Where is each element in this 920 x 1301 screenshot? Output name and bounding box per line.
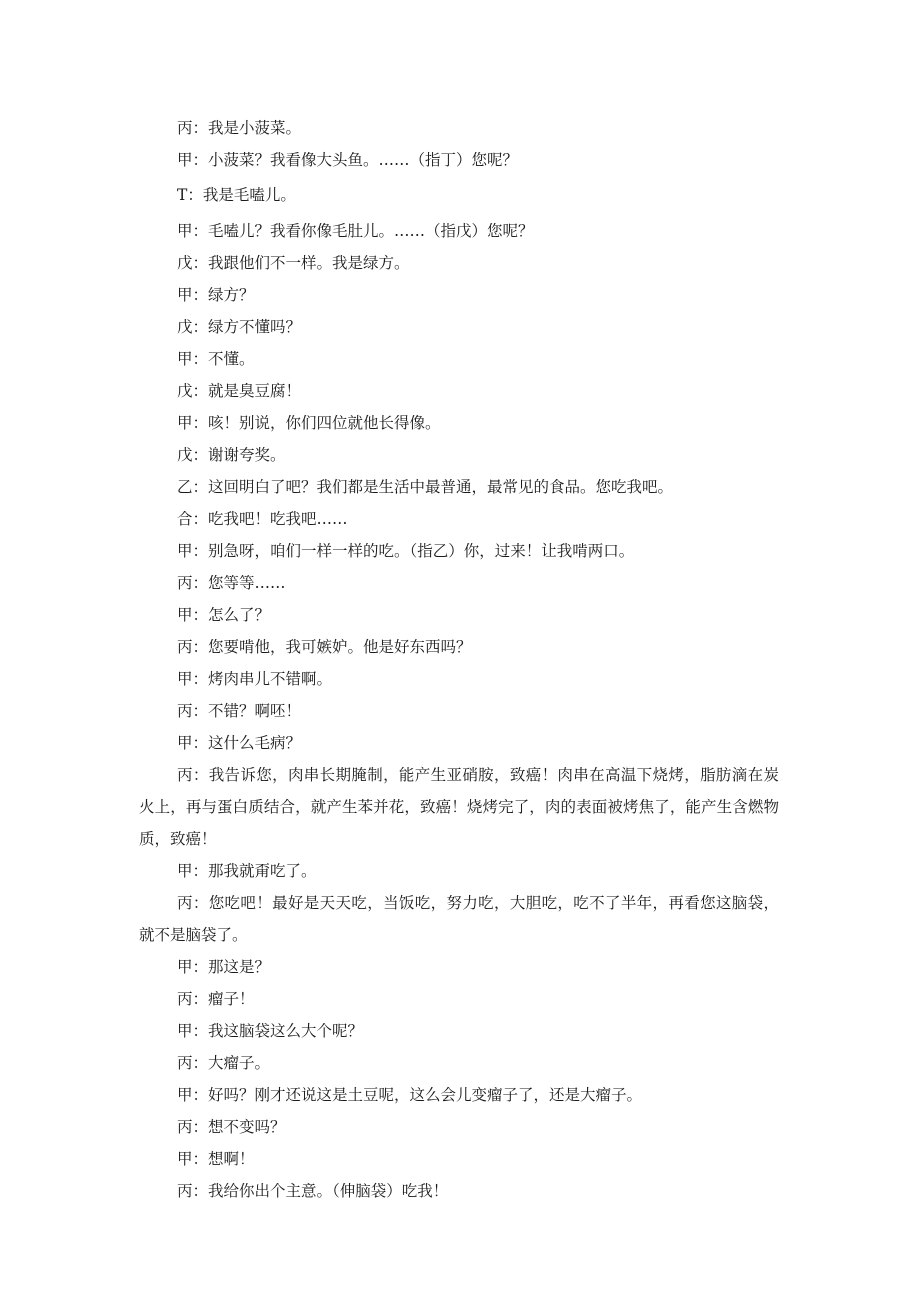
dialogue-line: 甲：怎么了？ (177, 606, 271, 624)
dialogue-line: 甲：那这是？ (177, 958, 271, 976)
dialogue-line: 丙：不错？啊呸！ (177, 702, 302, 720)
dialogue-line: 甲：咳！别说，你们四位就他长得像。 (177, 414, 441, 432)
dialogue-line: 甲：好吗？刚才还说这是土豆呢，这么会儿变瘤子了，还是大瘤子。 (177, 1086, 643, 1104)
dialogue-body (139, 112, 779, 1207)
dialogue-line: 戊：谢谢夸奖。 (177, 446, 286, 464)
dialogue-line: 丙：瘤子！ (177, 990, 255, 1008)
dialogue-paragraph: 丙：我告诉您，肉串长期腌制，能产生亚硝胺，致癌！肉串在高温下烧烤，脂肪滴在炭火上，再与蛋白质结合，就产生苯并花，致癌！烧烤完了，肉的表面被烤焦了，能产生含燃物质，致癌！ (139, 766, 779, 848)
dialogue-line: 合：吃我吧！吃我吧…… (177, 510, 348, 528)
dialogue-line: 戊：我跟他们不一样。我是绿方。 (177, 254, 410, 272)
dialogue-line: 戊：绿方不懂吗？ (177, 318, 302, 336)
dialogue-line: 甲：这什么毛病？ (177, 734, 302, 752)
dialogue-line: 甲：不懂。 (177, 350, 255, 368)
dialogue-line: 甲：我这脑袋这么大个呢？ (177, 1022, 364, 1040)
dialogue-line: 甲：想啊！ (177, 1150, 255, 1168)
dialogue-line: 戊：就是臭豆腐！ (177, 382, 302, 400)
dialogue-line: 丙：我是小菠菜。 (177, 119, 302, 137)
dialogue-line: 丙：想不变吗？ (177, 1118, 286, 1136)
dialogue-line: 乙：这回明白了吧？我们都是生活中最普通，最常见的食品。您吃我吧。 (177, 478, 674, 496)
dialogue-line: 甲：毛嗑儿？我看你像毛肚儿。……（指戊）您呢？ (177, 222, 534, 240)
dialogue-line: 甲：绿方？ (177, 286, 255, 304)
dialogue-paragraph: 丙：您吃吧！最好是天天吃，当饭吃，努力吃，大胆吃，吃不了半年，再看您这脑袋，就不是脑袋了。 (139, 894, 779, 944)
dialogue-line: T：我是毛嗑儿。 (177, 186, 296, 204)
dialogue-line: 丙：您要啃他，我可嫉妒。他是好东西吗？ (177, 638, 472, 656)
dialogue-line: 甲：烤肉串儿不错啊。 (177, 670, 333, 688)
dialogue-line: 甲：小菠菜？我看像大头鱼。……（指丁）您呢？ (177, 151, 519, 169)
dialogue-line: 丙：我给你出个主意。（伸脑袋）吃我！ (177, 1182, 449, 1200)
dialogue-line: 丙：您等等…… (177, 574, 286, 592)
dialogue-line: 甲：那我就甭吃了。 (177, 862, 317, 880)
dialogue-line: 甲：别急呀，咱们一样一样的吃。（指乙）你，过来！让我啃两口。 (177, 542, 635, 560)
dialogue-line: 丙：大瘤子。 (177, 1054, 271, 1072)
